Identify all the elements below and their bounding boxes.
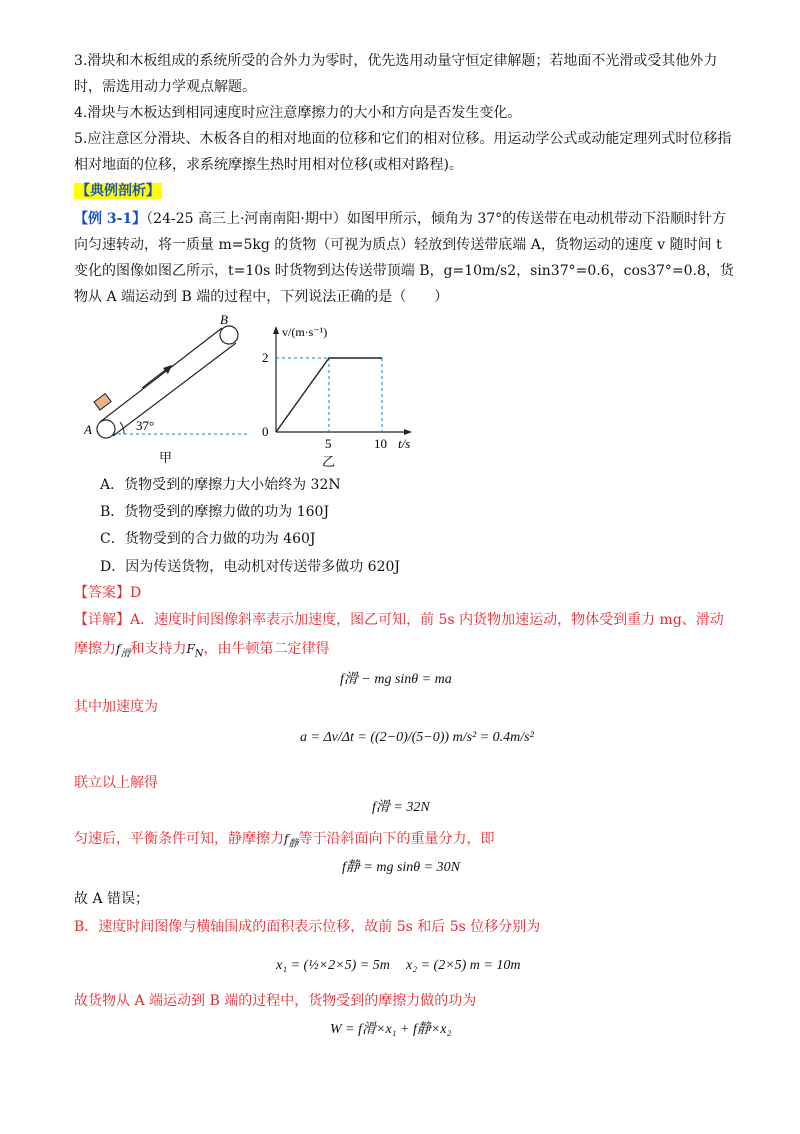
- solution-line-1: 【详解】A．速度时间图像斜率表示加速度，图乙可知，前 5s 内货物加速运动，物体受到重力 mg、滑动: [74, 612, 724, 628]
- angle-label: 37°: [136, 418, 155, 433]
- solution-line-2: 摩擦力$f_滑$和支持力$F_N$，由牛顿第二定律得: [74, 641, 330, 660]
- equation-2: a = Δv/Δt = ((2−0)/(5−0)) m/s² = 0.4m/s²: [300, 730, 534, 745]
- x-axis-label: t/s: [398, 436, 411, 451]
- example-label: 【例 3-1】: [74, 211, 147, 227]
- intro-paragraph-4: 4.滑块与木板达到相同速度时应注意摩擦力的大小和方向是否发生变化。: [74, 105, 522, 121]
- intro-paragraph-5: 5.应注意区分滑块、木板各自的相对地面的位移和它们的相对位移。用运动学公式或动能定理列式时位移指相对地面的位移，求系统摩擦生热时用相对位移(或相对路程)。: [74, 131, 732, 173]
- answer-value: D: [130, 585, 142, 601]
- equation-1: f滑 − mg sinθ = ma: [340, 672, 452, 687]
- equation-6: W = f滑×x₁ + f静×x₂: [330, 1022, 452, 1037]
- y-tick-2: 2: [262, 350, 269, 365]
- solution-b-text: B．速度时间图像与横轴围成的面积表示位移，故前 5s 和后 5s 位移分别为: [74, 919, 541, 935]
- example-stem: 【例 3-1】（24-25 高三上·河南南阳·期中）如图甲所示，倾角为 37°的传送带在电动机带动下沿顺时针方向匀速转动，将一质量 m=5kg 的货物（可视为质点）轻放到传送带底端 A，货物运动的速度 v 随时间 t 变化的图像如图乙所示，t=10s 时货物到达传送带顶端 B，g=10m/s2，sin37°=0.6，cos37°=0.8，货物从 A 端运动到 B 端的过程中，下列说法正确的是（ ）: [74, 211, 734, 305]
- x-tick-5: 5: [325, 436, 332, 451]
- solution-work-text: 故货物从 A 端运动到 B 端的过程中，货物受到的摩擦力做的功为: [74, 993, 477, 1009]
- solution-wrong-a: 故 A 错误；: [74, 891, 150, 907]
- equation-5a: x₁ = (½×2×5) = 5m: [276, 958, 390, 973]
- origin-label: 0: [262, 424, 269, 439]
- option-c[interactable]: C．货物受到的合力做的功为 460J: [100, 531, 316, 547]
- figure-caption-yi: 乙: [322, 454, 336, 469]
- option-d[interactable]: D．因为传送货物，电动机对传送带多做功 620J: [100, 559, 401, 575]
- figure-vt-graph: [256, 318, 426, 470]
- option-b[interactable]: B．货物受到的摩擦力做的功为 160J: [100, 504, 330, 520]
- answer-label: 【答案】: [74, 585, 130, 601]
- y-axis-label: v/(m·s⁻¹): [282, 325, 328, 339]
- figure-conveyor: [84, 310, 254, 470]
- answer: [74, 582, 141, 602]
- solution-combine-text: 联立以上解得: [74, 775, 158, 791]
- option-a[interactable]: A．货物受到的摩擦力大小始终为 32N: [100, 477, 341, 493]
- section-heading: 【典例剖析】: [76, 183, 160, 199]
- equation-3: f滑 = 32N: [372, 800, 430, 815]
- solution-accel-text: 其中加速度为: [74, 699, 158, 715]
- equation-4: f静 = mg sinθ = 30N: [342, 860, 460, 875]
- figure-caption-jia: 甲: [159, 450, 173, 465]
- point-b-label: B: [220, 312, 228, 327]
- equation-5b: x₂ = (2×5) m = 10m: [406, 958, 521, 973]
- solution-label: 【详解】: [74, 612, 130, 628]
- point-a-label: A: [84, 422, 92, 437]
- solution-uniform-text: 匀速后，平衡条件可知，静摩擦力$f_静$等于沿斜面向下的重量分力，即: [74, 831, 495, 850]
- intro-paragraph-3: 3.滑块和木板组成的系统所受的合外力为零时，优先选用动量守恒定律解题；若地面不光滑或受其他外力时，需选用动力学观点解题。: [74, 53, 718, 95]
- x-tick-10: 10: [374, 436, 387, 451]
